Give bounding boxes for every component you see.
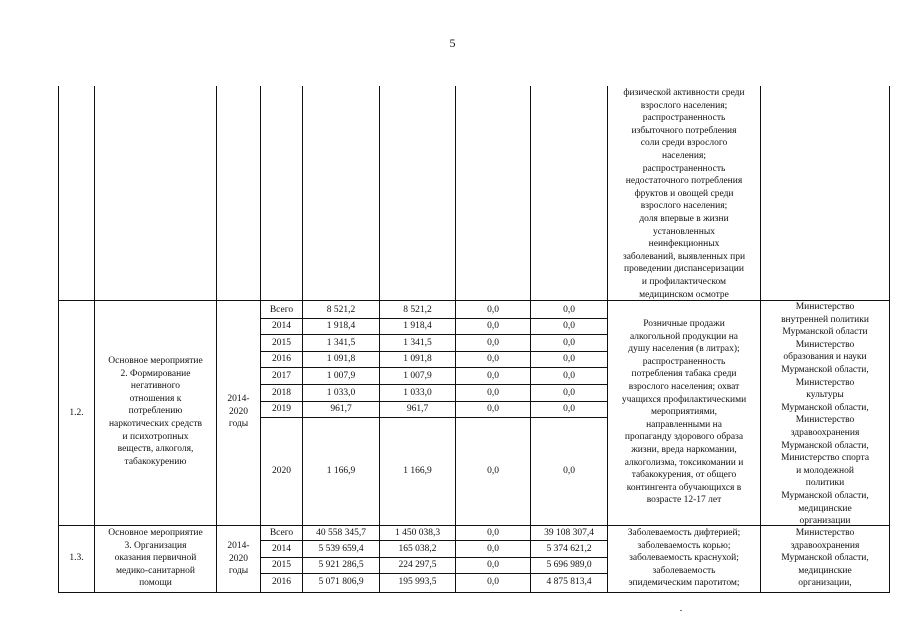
executor-line: организации, bbox=[798, 578, 852, 589]
indicator-line: душу населения (в литрах); bbox=[628, 344, 740, 355]
total-cell: 5 921 286,5 bbox=[318, 560, 364, 570]
amount-cell: 0,0 bbox=[563, 305, 575, 315]
executor-line: внутренней политики bbox=[781, 314, 869, 325]
total-cell: 40 558 345,7 bbox=[316, 528, 366, 538]
amount-cell: 0,0 bbox=[563, 404, 575, 414]
amount-cell: 0,0 bbox=[563, 466, 575, 476]
scan-speck bbox=[680, 610, 682, 611]
amount-cell: 0,0 bbox=[563, 388, 575, 398]
indicator-line: фруктов и овощей среди bbox=[634, 188, 734, 199]
measure-name-line: Основное мероприятие bbox=[108, 528, 203, 538]
indicator-line: медицинском осмотре bbox=[639, 289, 729, 300]
measure-name-line: веществ, алкоголя, bbox=[117, 444, 194, 455]
amount-cell: 5 374 621,2 bbox=[546, 544, 592, 554]
amount-cell: 1 918,4 bbox=[403, 321, 432, 331]
amount-cell: 4 875 813,4 bbox=[546, 577, 592, 587]
executor-line: Министерство bbox=[795, 415, 855, 426]
amount-cell: 0,0 bbox=[487, 305, 499, 315]
executors bbox=[761, 301, 889, 528]
total-cell: 961,7 bbox=[330, 404, 352, 414]
amount-cell: 0,0 bbox=[487, 404, 499, 414]
amount-cell: 1 341,5 bbox=[403, 338, 432, 348]
indicator-line: распространенность bbox=[642, 163, 726, 174]
executor-line: здравоохранения bbox=[790, 427, 860, 438]
amount-cell: 0,0 bbox=[487, 577, 499, 587]
period-line: 2020 bbox=[229, 406, 248, 417]
year-cell: 2016 bbox=[272, 354, 291, 364]
executor-line: Мурманской области bbox=[782, 327, 868, 338]
indicator-line: взрослого населения; bbox=[640, 100, 728, 111]
measure-name-line: 2. Формирование bbox=[120, 368, 191, 379]
indicator-line: недостаточного потребления bbox=[625, 176, 743, 187]
year-cell: 2018 bbox=[272, 388, 291, 398]
amount-cell: 0,0 bbox=[487, 466, 499, 476]
amount-cell: 0,0 bbox=[487, 338, 499, 348]
indicator-line: неинфекционных bbox=[648, 239, 720, 250]
indicator-line: взрослого населения; охват bbox=[628, 381, 740, 392]
measure-name bbox=[95, 355, 216, 468]
year-cell: 2014 bbox=[272, 321, 291, 331]
amount-cell: 1 166,9 bbox=[403, 466, 432, 476]
executor-line: медицинские bbox=[798, 565, 852, 576]
total-cell: 1 166,9 bbox=[326, 466, 356, 476]
measure-name-line: негативного bbox=[130, 381, 181, 392]
amount-cell: 1 091,8 bbox=[403, 354, 432, 364]
executor-line: Мурманской области, bbox=[781, 402, 869, 413]
measure-name bbox=[95, 527, 216, 590]
executors bbox=[761, 527, 889, 590]
executor-line: Министерство bbox=[795, 302, 855, 312]
indicator-line: проведении диспансеризации bbox=[624, 264, 744, 275]
indicator-line: алкоголизма, токсикомании и bbox=[624, 457, 744, 468]
indicator-line: потребления табака среди bbox=[631, 369, 737, 380]
indicator-line: табакокурения, от общего bbox=[631, 470, 737, 481]
executor-line: Мурманской области, bbox=[781, 553, 869, 564]
amount-cell: 5 696 989,0 bbox=[546, 560, 592, 570]
indicator-line: контингента обучающихся в bbox=[626, 482, 742, 493]
indicator-line: заболеваемость корью; bbox=[637, 540, 731, 551]
indicator-line: избыточного потребления bbox=[631, 125, 737, 136]
indicator-line: возрасте 12-17 лет bbox=[646, 495, 722, 506]
amount-cell: 0,0 bbox=[563, 371, 575, 381]
indicator-line: соли среди взрослого bbox=[640, 138, 728, 149]
executor-line: Министерство bbox=[795, 339, 855, 350]
year-cell: 2016 bbox=[272, 577, 291, 587]
executor-line: культуры bbox=[806, 390, 844, 401]
measure-name-line: медико-санитарной bbox=[116, 565, 195, 576]
executor-line: политики bbox=[805, 478, 845, 489]
total-cell: 8 521,2 bbox=[326, 305, 356, 315]
row-number: 1.2. bbox=[69, 408, 84, 418]
indicator-line: заболеваемость bbox=[652, 565, 716, 576]
period-line: годы bbox=[228, 419, 249, 430]
executor-line: и молодежной bbox=[796, 465, 854, 476]
amount-cell: 1 007,9 bbox=[403, 371, 432, 381]
executor-line: Мурманской области, bbox=[781, 440, 869, 451]
year-cell: Всего bbox=[269, 528, 294, 538]
total-cell: 5 539 659,4 bbox=[318, 544, 364, 554]
indicators bbox=[608, 318, 760, 507]
indicator-line: распространенность bbox=[642, 113, 726, 124]
executor-line: медицинские bbox=[798, 503, 852, 514]
indicator-line: взрослого населения; bbox=[640, 201, 728, 212]
indicator-line: заболеваний, выявленных при bbox=[622, 251, 746, 262]
year-cell: Всего bbox=[269, 305, 294, 315]
amount-cell: 961,7 bbox=[406, 404, 429, 414]
amount-cell: 0,0 bbox=[563, 338, 575, 348]
row-number: 1.3. bbox=[69, 553, 84, 563]
total-cell: 1 033,0 bbox=[326, 388, 356, 398]
year-cell: 2015 bbox=[272, 560, 291, 570]
period-line: 2020 bbox=[229, 553, 248, 564]
period-line: 2014- bbox=[227, 394, 250, 404]
indicator-line: установленных bbox=[653, 226, 715, 237]
amount-cell: 0,0 bbox=[487, 354, 499, 364]
amount-cell: 0,0 bbox=[487, 321, 499, 331]
total-cell: 5 071 806,9 bbox=[318, 577, 364, 587]
total-cell: 1 007,9 bbox=[326, 371, 356, 381]
executor-line: организации bbox=[799, 516, 851, 527]
period-line: 2014- bbox=[227, 541, 250, 551]
period bbox=[217, 540, 260, 578]
amount-cell: 0,0 bbox=[487, 388, 499, 398]
measure-name-line: наркотических средств bbox=[108, 418, 203, 429]
amount-cell: 0,0 bbox=[563, 321, 575, 331]
amount-cell: 39 108 307,4 bbox=[544, 528, 594, 538]
measure-name-line: 3. Организация bbox=[124, 540, 187, 551]
total-cell: 1 091,8 bbox=[326, 354, 356, 364]
amount-cell: 8 521,2 bbox=[403, 305, 432, 315]
executor-line: Министерство спорта bbox=[780, 453, 870, 464]
amount-cell: 1 033,0 bbox=[403, 388, 432, 398]
indicator-line: распространенность bbox=[642, 356, 726, 367]
measure-name-line: Основное мероприятие bbox=[108, 356, 203, 366]
year-cell: 2015 bbox=[272, 338, 291, 348]
indicator-line: физической активности среди bbox=[623, 88, 745, 98]
period-line: годы bbox=[228, 566, 249, 577]
indicator-line: населения; bbox=[662, 150, 706, 161]
total-cell: 1 918,4 bbox=[326, 321, 356, 331]
measure-name-line: потреблению bbox=[128, 406, 183, 417]
amount-cell: 0,0 bbox=[487, 544, 499, 554]
indicator-line: мероприятиями, bbox=[650, 407, 718, 418]
year-cell: 2020 bbox=[272, 466, 291, 476]
indicator-line: доля впервые в жизни bbox=[639, 213, 729, 224]
indicator-line: Розничные продажи bbox=[643, 319, 725, 329]
indicator-line: заболеваемость краснухой; bbox=[629, 553, 739, 564]
amount-cell: 0,0 bbox=[563, 354, 575, 364]
indicator-line: пропаганду здорового образа bbox=[624, 432, 744, 443]
measure-name-line: оказания первичной bbox=[114, 553, 197, 564]
measure-name-line: табакокурению bbox=[124, 456, 187, 467]
indicator-line: алкогольной продукции на bbox=[629, 331, 738, 342]
amount-cell: 0,0 bbox=[487, 560, 499, 570]
measure-name-line: и психотропных bbox=[122, 431, 189, 442]
amount-cell: 0,0 bbox=[487, 371, 499, 381]
year-cell: 2014 bbox=[272, 544, 291, 554]
indicator-line: и профилактическом bbox=[641, 276, 727, 287]
indicator-line: Заболеваемость дифтерией; bbox=[627, 528, 741, 538]
page-number: 5 bbox=[449, 36, 456, 50]
year-cell: 2019 bbox=[272, 404, 291, 414]
indicator-line: направленными на bbox=[646, 419, 722, 430]
year-cell: 2017 bbox=[272, 371, 291, 381]
executor-line: образования и науки bbox=[783, 352, 867, 363]
executor-line: Мурманской области, bbox=[781, 490, 869, 501]
indicators bbox=[608, 527, 760, 590]
amount-cell: 165 038,2 bbox=[398, 544, 437, 554]
executor-line: Мурманской области, bbox=[781, 364, 869, 375]
measure-name-line: помощи bbox=[139, 578, 172, 589]
amount-cell: 224 297,5 bbox=[398, 560, 437, 570]
amount-cell: 1 450 038,3 bbox=[394, 528, 441, 538]
total-cell: 1 341,5 bbox=[326, 338, 356, 348]
top-row-indicators bbox=[608, 87, 760, 301]
indicator-line: эпидемическим паротитом; bbox=[628, 578, 740, 589]
indicator-line: жизни, вреда наркомании, bbox=[631, 444, 737, 455]
executor-line: Министерство bbox=[795, 377, 855, 388]
executor-line: Министерство bbox=[795, 528, 855, 538]
amount-cell: 0,0 bbox=[487, 528, 499, 538]
measure-name-line: отношения к bbox=[129, 393, 182, 404]
amount-cell: 195 993,5 bbox=[398, 577, 437, 587]
period bbox=[217, 393, 260, 431]
indicator-line: учащихся профилактическими bbox=[621, 394, 747, 405]
executor-line: здравоохранения bbox=[790, 540, 860, 551]
